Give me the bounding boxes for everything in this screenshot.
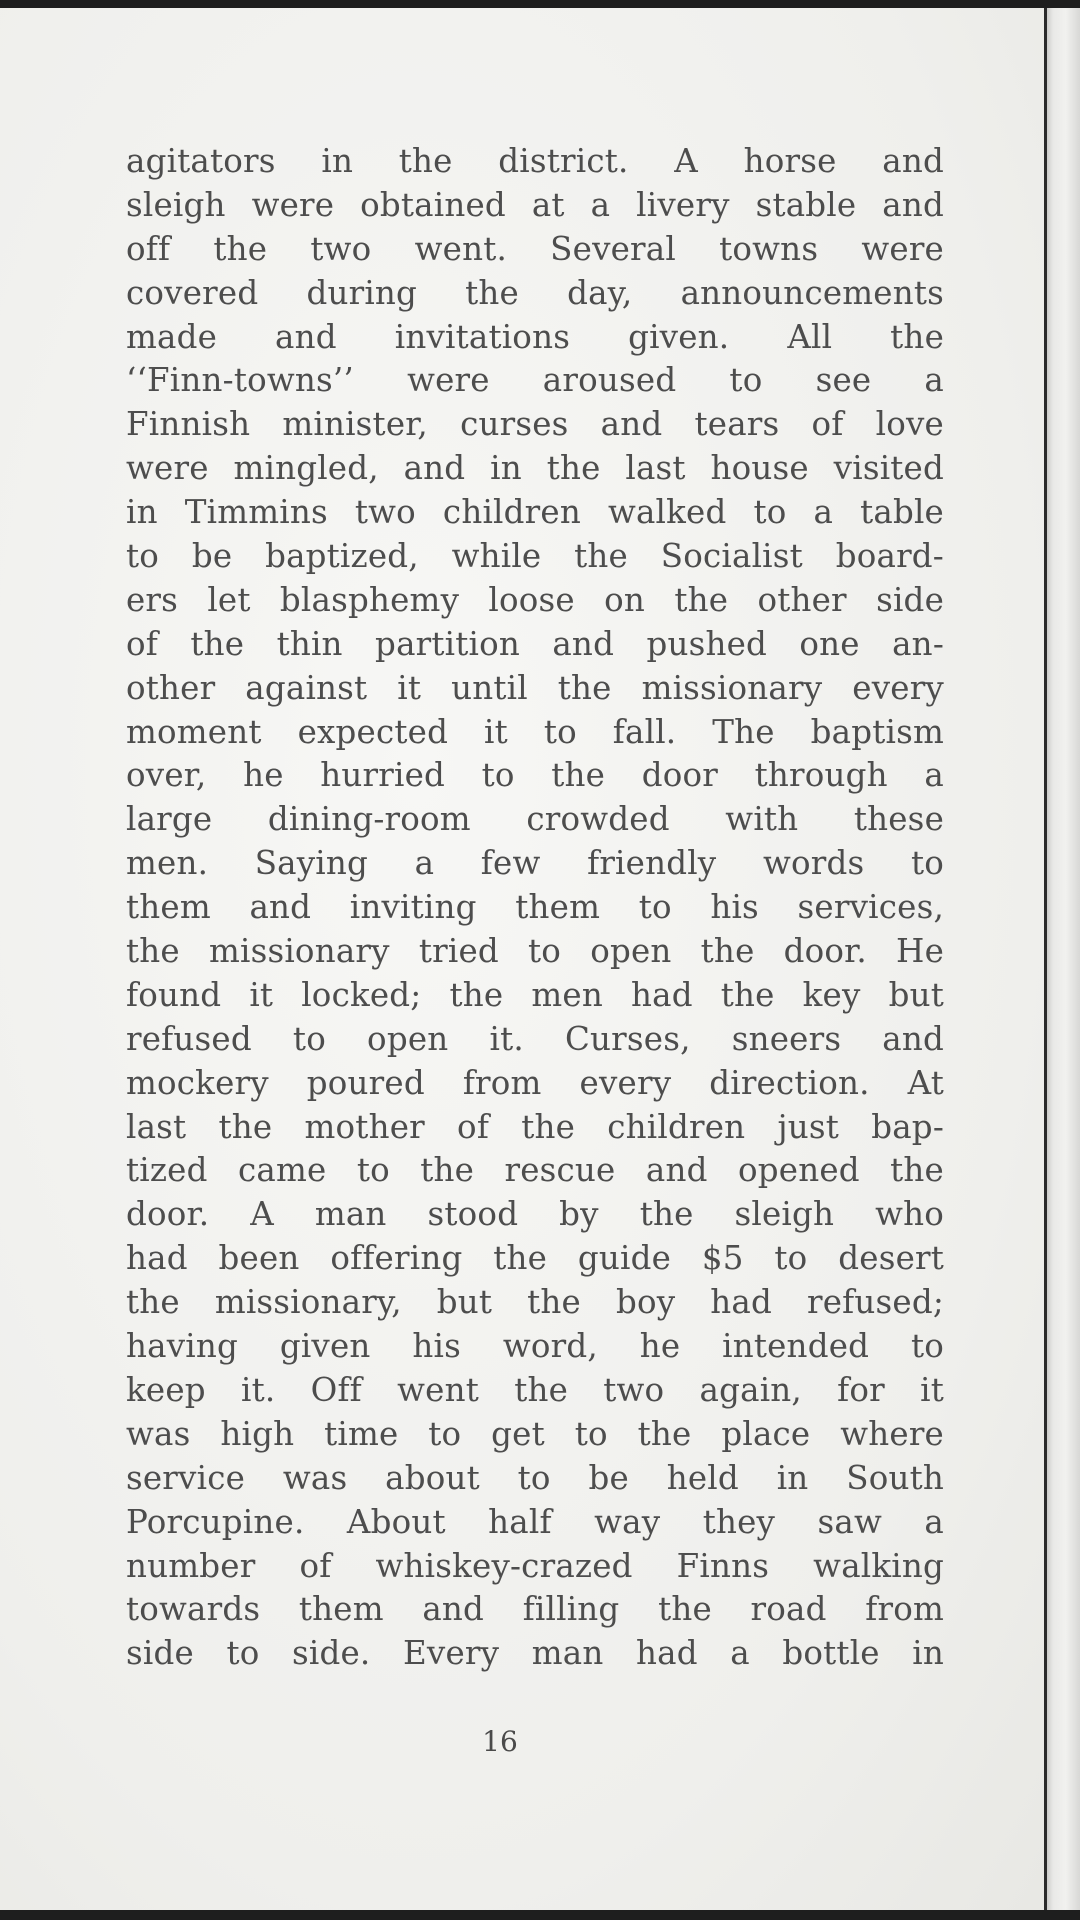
text-line: moment expected it to fall. The baptism	[126, 712, 944, 751]
text-line: made and invitations given. All the	[126, 317, 944, 356]
text-line: over, he hurried to the door through a	[126, 756, 944, 795]
text-line: ers let blasphemy loose on the other side	[126, 580, 944, 619]
text-line: service was about to be held in South	[126, 1458, 944, 1497]
text-line: them and inviting them to his services,	[126, 888, 944, 927]
text-line: the missionary tried to open the door. He	[126, 932, 944, 971]
text-line: ‘‘Finn-towns’’ were aroused to see a	[126, 361, 944, 400]
text-line: other against it until the missionary every	[126, 668, 944, 707]
text-line: had been offering the guide $5 to desert	[126, 1239, 944, 1278]
text-line: the missionary, but the boy had refused;	[126, 1283, 944, 1322]
text-line: door. A man stood by the sleigh who	[126, 1195, 944, 1234]
text-line: were mingled, and in the last house visited	[126, 449, 944, 488]
body-text	[126, 140, 944, 1676]
text-line: tized came to the rescue and opened the	[126, 1151, 944, 1190]
text-line: men. Saying a few friendly words to	[126, 844, 944, 883]
text-line: covered during the day, announcements	[126, 273, 944, 312]
text-line: having given his word, he intended to	[126, 1327, 944, 1366]
text-line: Finnish minister, curses and tears of love	[126, 405, 944, 444]
text-line: refused to open it. Curses, sneers and	[126, 1019, 944, 1058]
text-line: to be baptized, while the Socialist board-	[126, 537, 944, 576]
text-line: sleigh were obtained at a livery stable and	[126, 185, 944, 224]
page-edge	[1044, 8, 1080, 1910]
page-edge-line	[1044, 8, 1047, 1910]
text-line: in Timmins two children walked to a table	[126, 493, 944, 532]
text-line: last the mother of the children just bap-	[126, 1107, 944, 1146]
text-line: of the thin partition and pushed one an-	[126, 624, 944, 663]
text-line: mockery poured from every direction. At	[126, 1063, 944, 1102]
text-line: number of whiskey-crazed Finns walking	[126, 1546, 944, 1585]
text-line: found it locked; the men had the key but	[126, 975, 944, 1014]
text-line: towards them and filling the road from	[126, 1590, 944, 1629]
text-line: was high time to get to the place where	[126, 1414, 944, 1453]
page-number: 16	[482, 1725, 518, 1758]
text-line: large dining-room crowded with these	[126, 800, 944, 839]
text-line: side to side. Every man had a bottle in	[126, 1634, 944, 1673]
text-line: Porcupine. About half way they saw a	[126, 1502, 944, 1541]
text-line: off the two went. Several towns were	[126, 229, 944, 268]
text-line: keep it. Off went the two again, for it	[126, 1370, 944, 1409]
text-line: agitators in the district. A horse and	[126, 142, 944, 180]
